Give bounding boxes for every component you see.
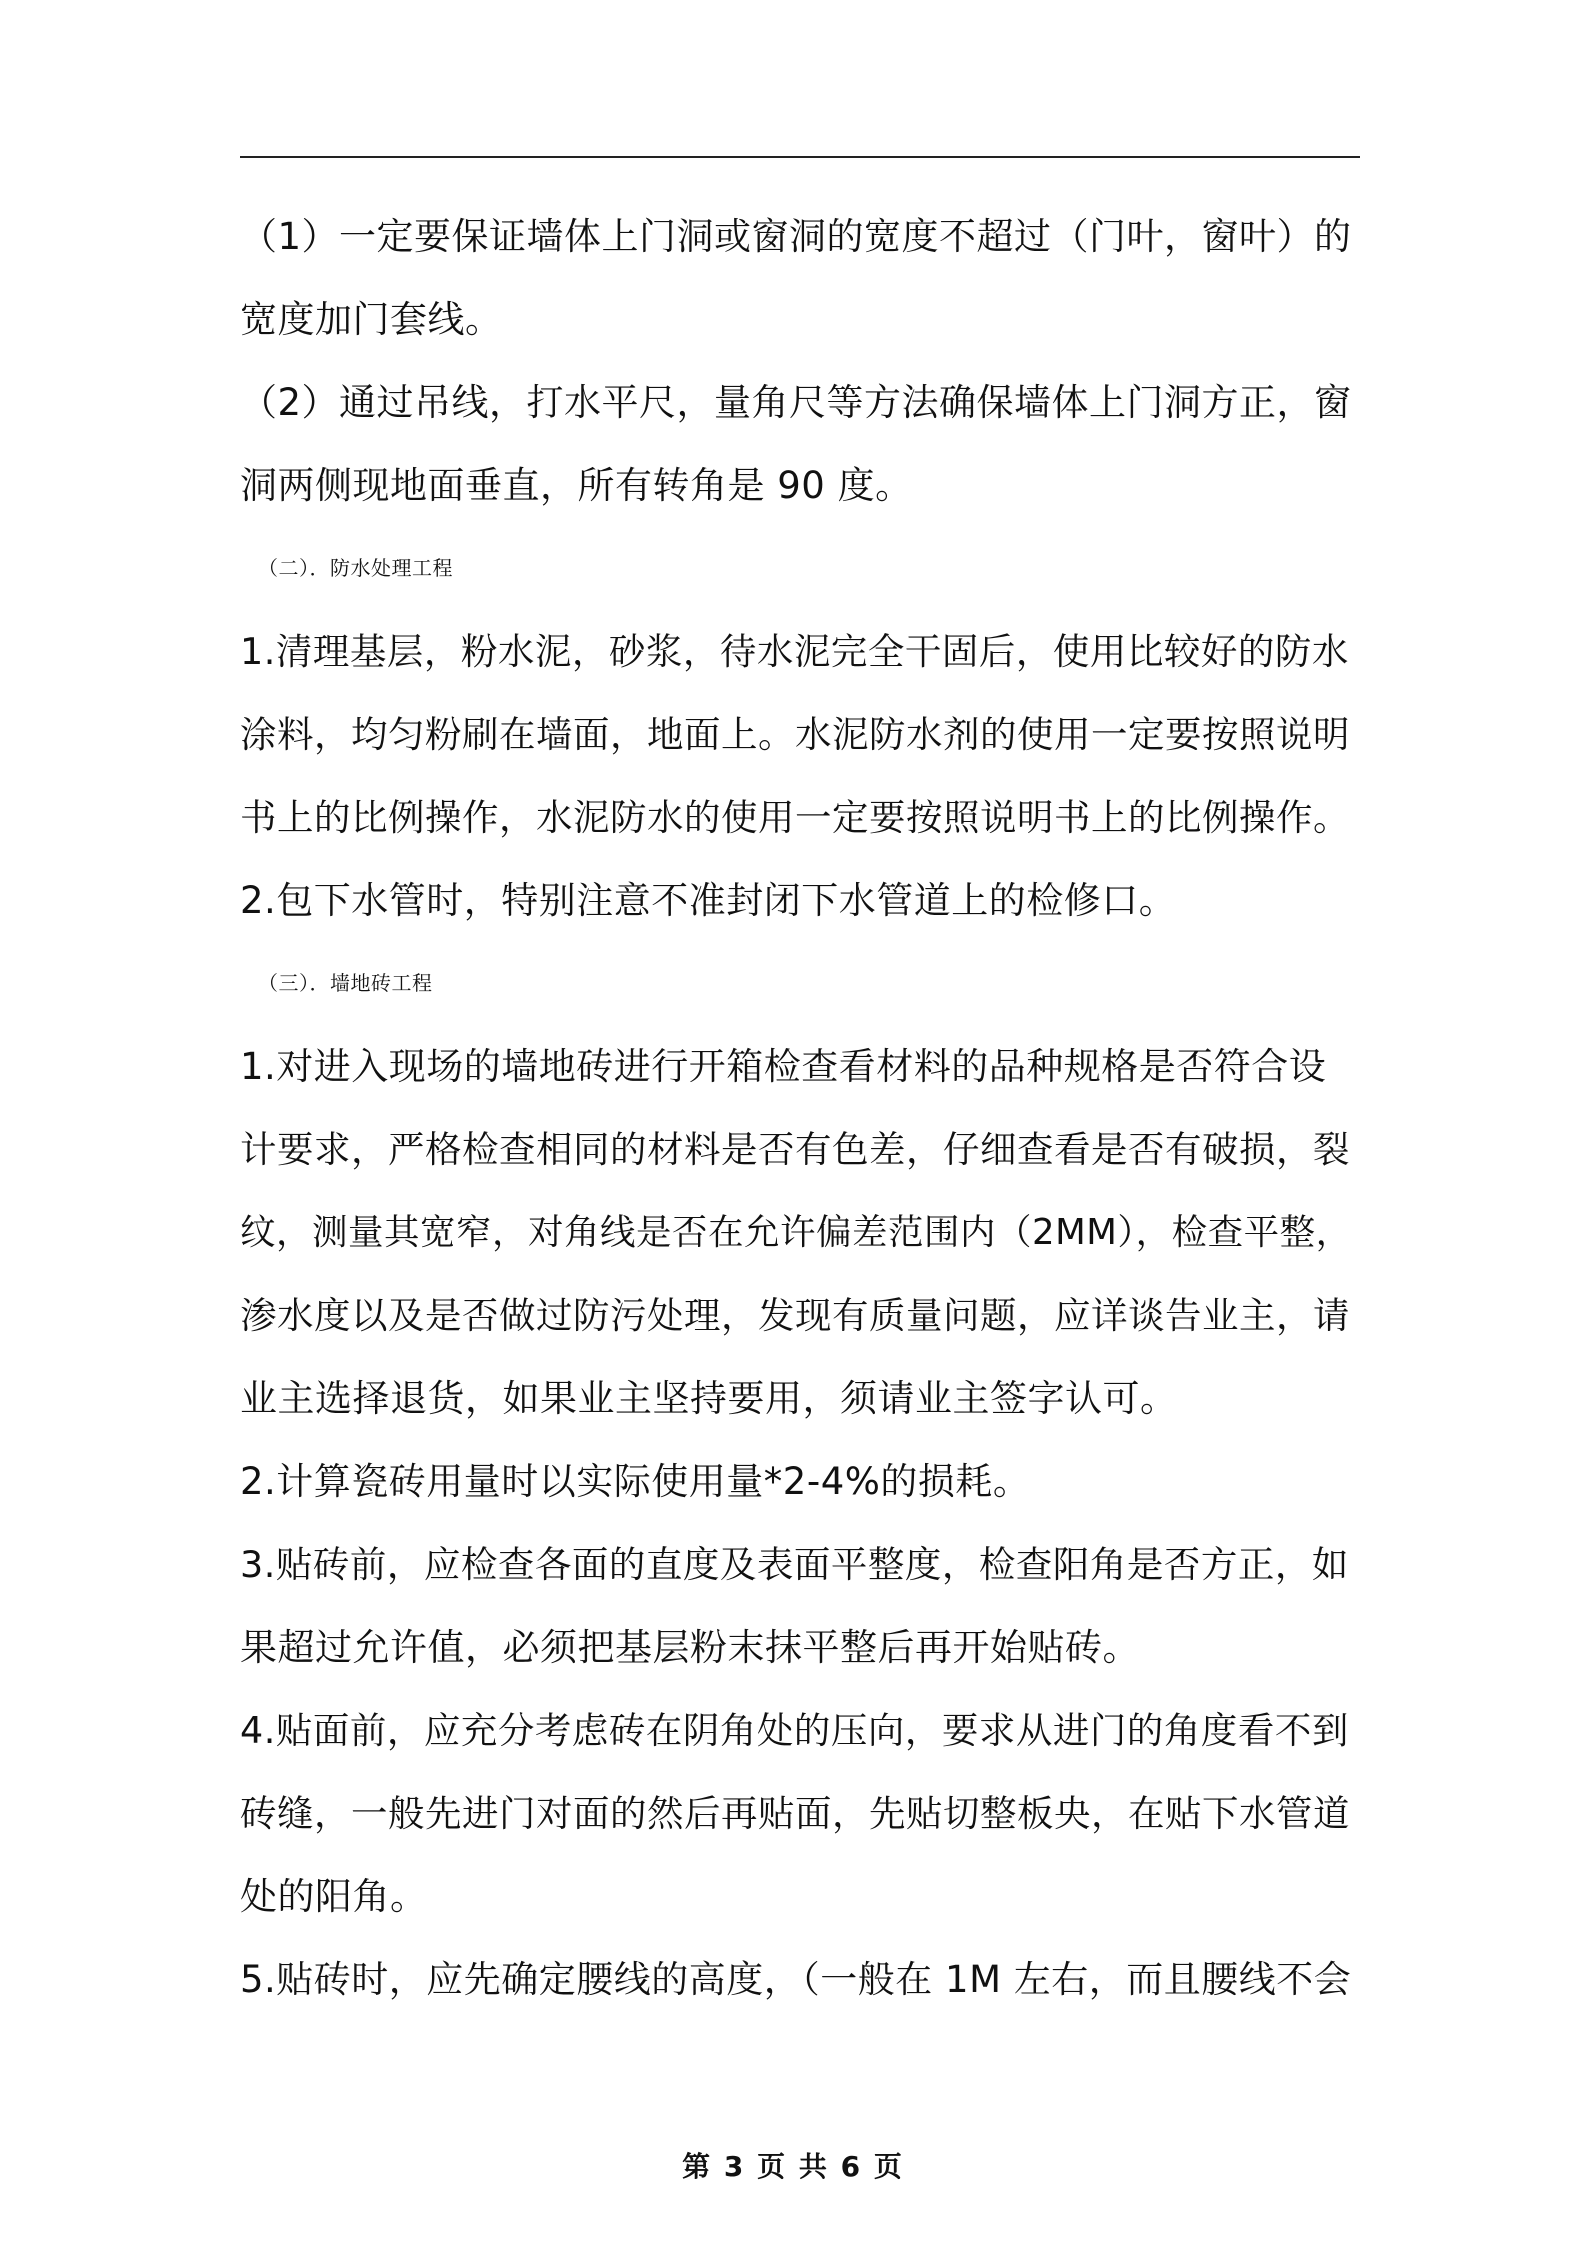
- text-line: 2.包下水管时，特别注意不准封闭下水管道上的检修口。: [240, 879, 1177, 922]
- text-line: 涂料，均匀粉刷在墙面，地面上。水泥防水剂的使用一定要按照说明: [240, 713, 1350, 756]
- text-line: （2）通过吊线，打水平尺，量角尺等方法确保墙体上门洞方正，窗: [240, 381, 1352, 424]
- text-line: 砖缝，一般先进门对面的然后再贴面，先贴切整板央，在贴下水管道: [240, 1792, 1350, 1835]
- text-line: 业主选择退货，如果业主坚持要用，须请业主签字认可。: [240, 1377, 1178, 1420]
- section-heading: （二）．防水处理工程: [258, 556, 453, 580]
- header-rule: [240, 156, 1360, 158]
- text-line: 处的阳角。: [240, 1875, 428, 1918]
- text-line: 计要求，严格检查相同的材料是否有色差，仔细查看是否有破损，裂: [240, 1128, 1350, 1171]
- text-line: 1.清理基层，粉水泥，砂浆，待水泥完全干固后，使用比较好的防水: [240, 630, 1349, 673]
- text-line: 洞两侧现地面垂直，所有转角是 90 度。: [240, 464, 913, 507]
- text-line: 果超过允许值，必须把基层粉末抹平整后再开始贴砖。: [240, 1626, 1140, 1669]
- text-line: 1.对进入现场的墙地砖进行开箱检查看材料的品种规格是否符合设: [240, 1045, 1327, 1088]
- text-line: 3.贴砖前，应检查各面的直度及表面平整度，检查阳角是否方正，如: [240, 1543, 1349, 1586]
- text-line: 5.贴砖时，应先确定腰线的高度，（一般在 1M 左右，而且腰线不会: [240, 1958, 1352, 2001]
- text-line: 宽度加门套线。: [240, 298, 503, 341]
- text-line: 2.计算瓷砖用量时以实际使用量*2-4%的损耗。: [240, 1460, 1031, 1503]
- text-line: 书上的比例操作，水泥防水的使用一定要按照说明书上的比例操作。: [240, 796, 1350, 839]
- text-line: （1）一定要保证墙体上门洞或窗洞的宽度不超过（门叶，窗叶）的: [240, 215, 1352, 258]
- page-footer: [0, 2145, 1586, 2185]
- text-line: 纹，测量其宽窄，对角线是否在允许偏差范围内（2MM），检查平整，: [240, 1212, 1352, 1253]
- document-body: [240, 195, 1360, 2021]
- text-line: 渗水度以及是否做过防污处理，发现有质量问题，应详谈告业主，请: [240, 1294, 1350, 1337]
- section-heading: （三）．墙地砖工程: [258, 971, 433, 995]
- text-line: 4.贴面前，应充分考虑砖在阴角处的压向，要求从进门的角度看不到: [240, 1709, 1349, 1752]
- page-number: 第 3 页 共 6 页: [682, 2150, 904, 2183]
